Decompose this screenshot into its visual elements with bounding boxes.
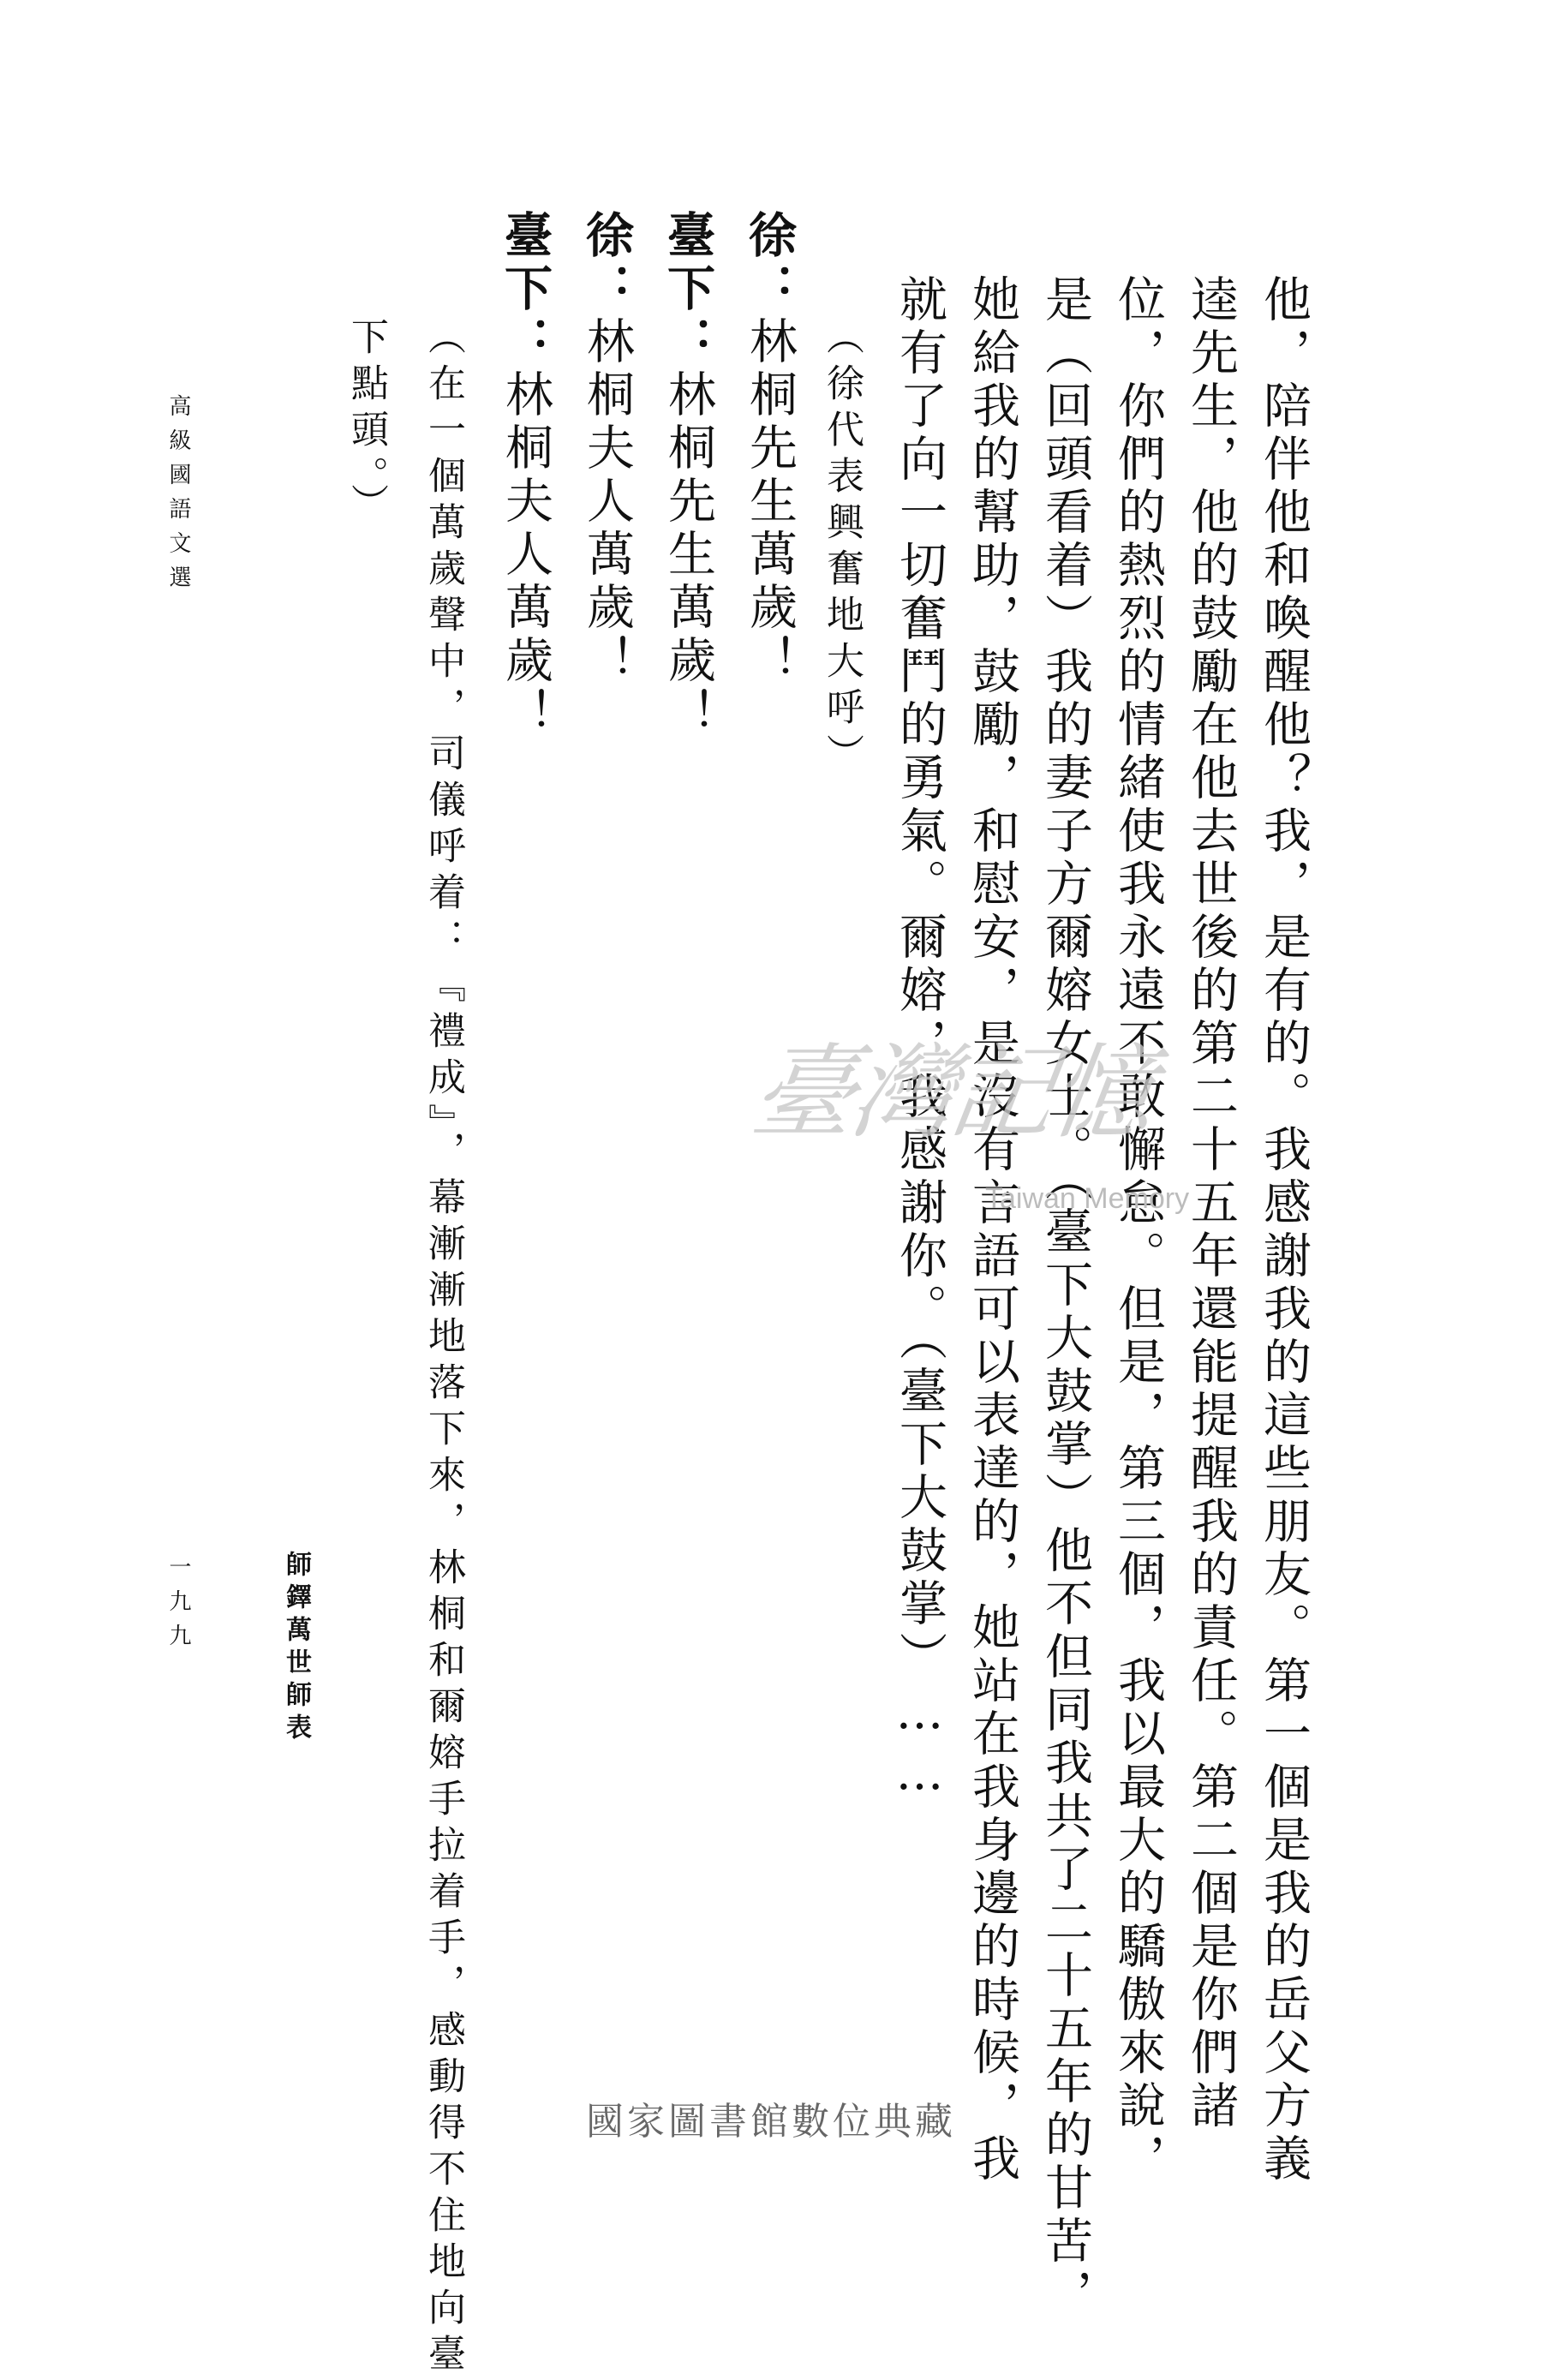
dialogue-speaker: 徐：: [578, 210, 635, 316]
chapter-title: 師鐸萬世師表: [281, 1551, 311, 1746]
dialogue-line-1: [741, 210, 798, 688]
book-title: 高級國語文選: [165, 394, 191, 600]
closing-column-1: （在一個萬歲聲中，司儀呼着：『禮成』，幕漸漸地落下來，林桐和爾嫆手拉着手，感動得不住地向臺: [421, 317, 465, 2380]
dialogue-line-2: [660, 210, 716, 741]
dialogue-text: 林桐先生萬歲！: [742, 316, 798, 688]
watermark-logo: 臺灣記憶: [744, 1034, 1159, 1153]
dialogue-speaker: 臺下：: [497, 210, 553, 369]
dialogue-text: 林桐夫人萬歲！: [498, 369, 553, 741]
paragraph-column-2: 逵先生，他的鼓勵在他去世後的第二十五年還能提醒我的責任。第二個是你們諸: [1183, 274, 1239, 2133]
footer-archive-label: 國家圖書館數位典藏: [586, 2100, 956, 2144]
page-number: 一九九: [165, 1555, 191, 1658]
paragraph-column-6: 就有了向一切奮鬥的勇氣。爾嫆，我感謝你。（臺下大鼓掌）……: [892, 274, 947, 1806]
dialogue-speaker: 徐：: [741, 210, 798, 316]
paragraph-column-5: 她給我的幫助，鼓勵，和慰安，是沒有言語可以表達的，她站在我身邊的時候，我: [965, 274, 1020, 2186]
dialogue-text: 林桐先生萬歲！: [660, 369, 716, 741]
closing-column-2: 下點頭。）: [344, 317, 388, 529]
dialogue-text: 林桐夫人萬歲！: [579, 316, 635, 688]
dialogue-line-4: [497, 210, 553, 741]
paragraph-column-4: 是（回頭看着）我的妻子方爾嫆女士。（臺下大鼓掌）他不但同我共了二十五年的甘苦，: [1037, 274, 1093, 2322]
stage-direction: （徐代表興奮地大呼）: [820, 317, 864, 780]
paragraph-column-3: 位，你們的熱烈的情緒使我永遠不敢懈怠。但是，第三個，我以最大的驕傲來說，: [1110, 274, 1166, 2186]
watermark-subtext: Taiwan Memory: [985, 1182, 1190, 1215]
dialogue-speaker: 臺下：: [660, 210, 716, 369]
paragraph-column-1: 他，陪伴他和喚醒他？我，是有的。我感謝我的這些朋友。第一個是我的岳父方義: [1256, 274, 1312, 2186]
dialogue-line-3: [578, 210, 635, 688]
